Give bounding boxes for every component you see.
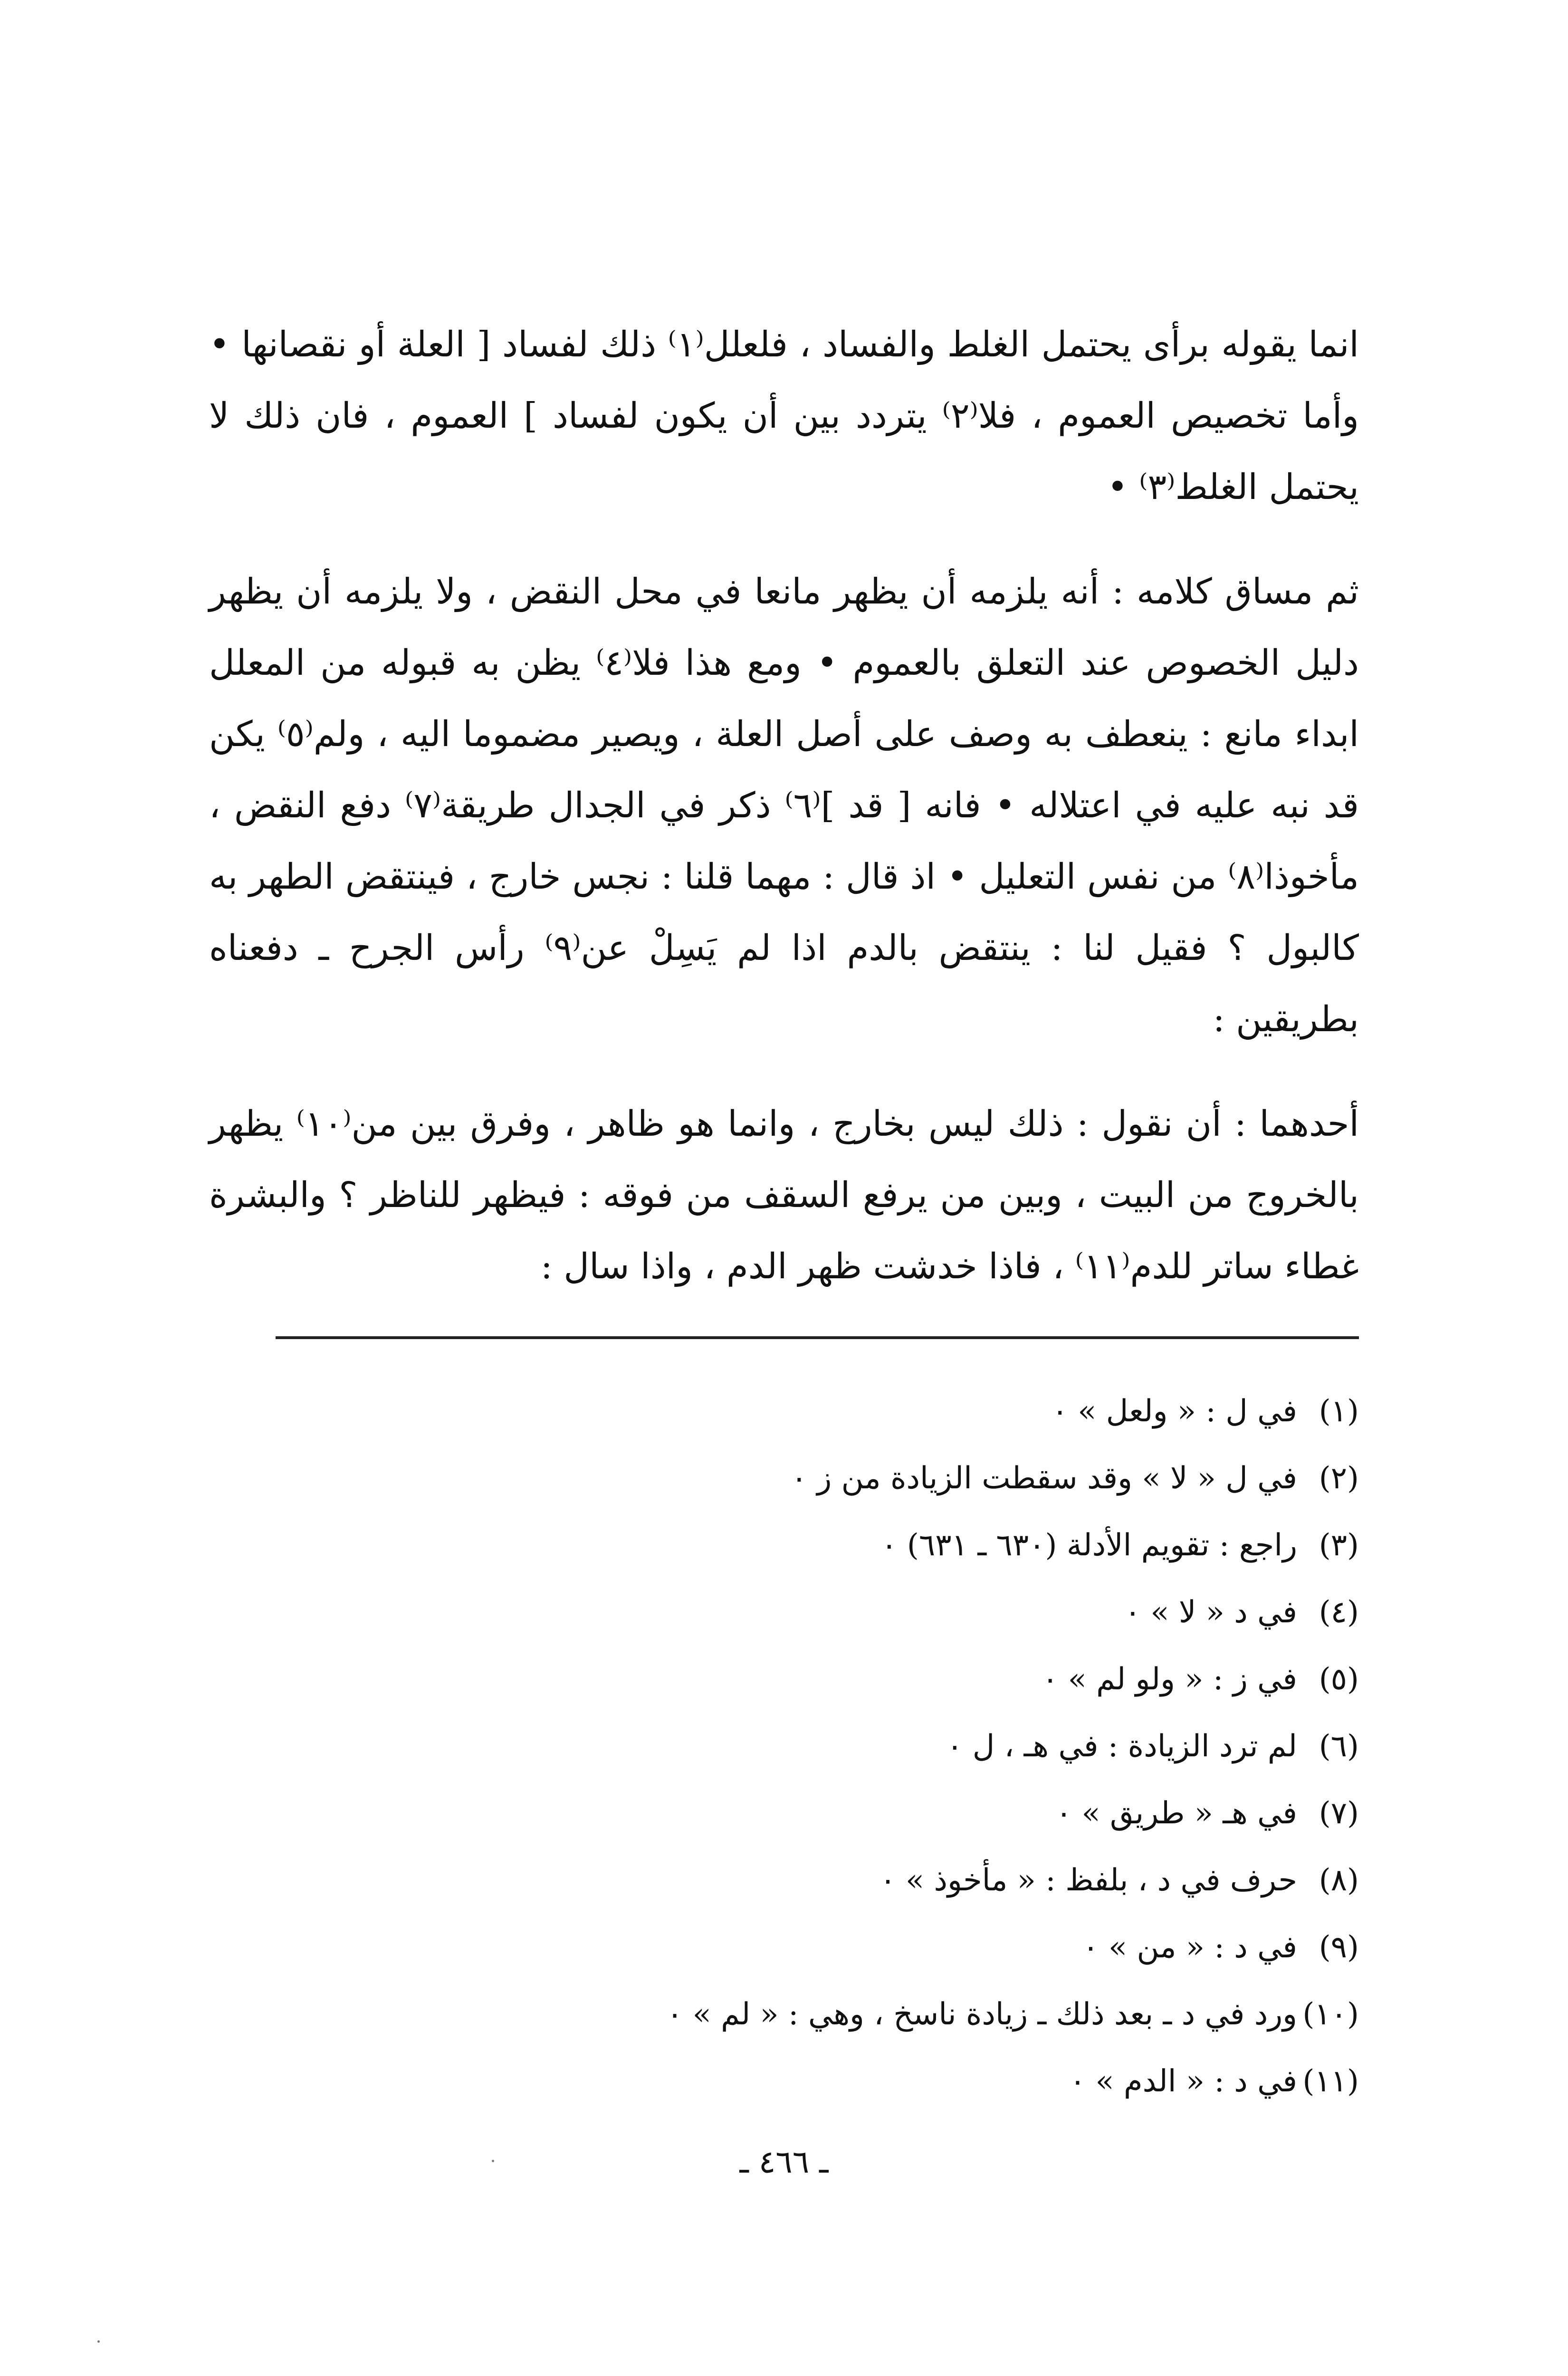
footnote-8 [209, 1847, 1359, 1914]
footnotes-list [209, 1378, 1359, 2115]
footnote-text: في هـ « طريق » ٠ [1055, 1796, 1297, 1831]
footnote-text: في د : « من » ٠ [1082, 1930, 1297, 1965]
footnote-3 [209, 1512, 1359, 1579]
footnote-4 [209, 1579, 1359, 1646]
footnote-text: ورد في د ـ بعد ذلك ـ زيادة ناسخ ، وهي : « لم » ٠ [666, 1997, 1297, 2032]
paragraph-2: ثم مساق كلامه : أنه يلزمه أن يظهر مانعا في محل النقض ، ولا يلزمه أن يظهر دليل الخصوص عند التعلق بالعموم • ومع هذا فلا⁽٤⁾ يظن به قبوله من المعلل ابداء مانع : ينعطف به وصف على أصل العلة ، ويصير مضموما اليه ، ولم⁽٥⁾ يكن قد نبه عليه في اعتلاله • فانه [ قد ]⁽٦⁾ ذكر في الجدال طريقة⁽٧⁾ دفع النقض ، مأخوذا⁽٨⁾ من نفس التعليل • اذ قال : مهما قلنا : نجس خارج ، فينتقض الطهر به كالبول ؟ فقيل لنا : ينتقض بالدم اذا لم يَسِلْ عن⁽٩⁾ رأس الجرح ـ دفعناه بطريقين : [209, 571, 1359, 1040]
footnote-10 [209, 1981, 1359, 2048]
footnote-number: (٤) [1319, 1595, 1359, 1630]
scan-speck [97, 2340, 100, 2343]
footnote-number: (٧) [1319, 1796, 1359, 1831]
footnote-9 [209, 1914, 1359, 1981]
footnote-number: (١٠) [1302, 1997, 1359, 2032]
main-text [209, 309, 1359, 1335]
footnote-number: (١١) [1302, 2064, 1359, 2099]
footnote-number: (٣) [1319, 1528, 1359, 1563]
footnote-number: (٦) [1319, 1729, 1359, 1764]
footnote-text: حرف في د ، بلفظ : « مأخوذ » ٠ [880, 1863, 1297, 1898]
page-number: ـ ٤٦٦ ـ [739, 2144, 829, 2180]
footnote-text: لم ترد الزيادة : في هـ ، ل ٠ [947, 1729, 1297, 1764]
footnote-number: (١) [1319, 1394, 1359, 1429]
footnote-6 [209, 1713, 1359, 1780]
footnote-text: في ل : « ولعل » ٠ [1052, 1394, 1297, 1429]
footnote-text: في د « لا » ٠ [1124, 1595, 1297, 1630]
footnote-text: في ز : « ولو لم » ٠ [1042, 1662, 1297, 1697]
footnote-number: (٢) [1319, 1461, 1359, 1496]
footnote-text: في ل « لا » وقد سقطت الزيادة من ز ٠ [791, 1461, 1297, 1496]
footnote-text: في د : « الدم » ٠ [1069, 2064, 1297, 2099]
footnote-1 [209, 1378, 1359, 1445]
footnote-11 [209, 2048, 1359, 2115]
footnote-separator [276, 1336, 1359, 1339]
footnote-number: (٥) [1319, 1662, 1359, 1697]
footnote-number: (٩) [1319, 1930, 1359, 1965]
scan-speck [492, 2160, 494, 2162]
paragraph-3: أحدهما : أن نقول : ذلك ليس بخارج ، وانما هو ظاهر ، وفرق بين من⁽١٠⁾ يظهر بالخروج من البيت ، وبين من يرفع السقف من فوقه : فيظهر للناظر ؟ والبشرة غطاء ساتر للدم⁽١١⁾ ، فاذا خدشت ظهر الدم ، واذا سال : [209, 1103, 1359, 1287]
footnote-number: (٨) [1319, 1863, 1359, 1898]
footnote-2 [209, 1445, 1359, 1512]
paragraph-1: انما يقوله برأى يحتمل الغلط والفساد ، فلعلل⁽١⁾ ذلك لفساد [ العلة أو نقصانها • وأما تخصيص العموم ، فلا⁽٢⁾ يتردد بين أن يكون لفساد ] العموم ، فان ذلك لا يحتمل الغلط⁽٣⁾ • [209, 324, 1359, 508]
footnote-7 [209, 1780, 1359, 1847]
footnote-5 [209, 1646, 1359, 1713]
footnote-text: راجع : تقويم الأدلة (٦٣٠ ـ ٦٣١) ٠ [881, 1528, 1297, 1563]
